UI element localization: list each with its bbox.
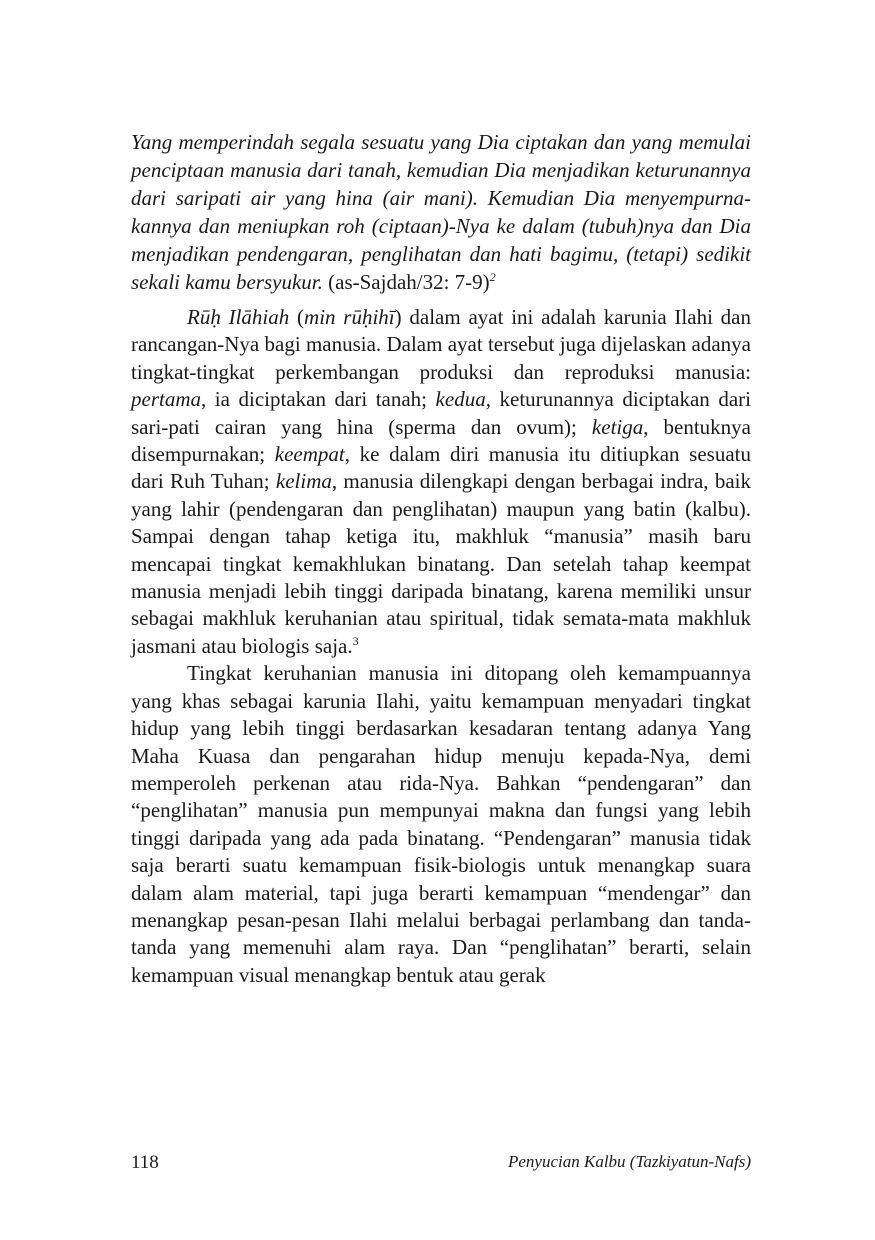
text-span: ) dalam ayat ini adalah karunia Ilahi dan rancangan-Nya bagi manusia. Dalam ayat tersebut juga dijelaskan adanya tingkat-tingkat perkembangan produksi dan reproduksi manusia: — [131, 305, 751, 384]
ordinal-ketiga: ketiga — [591, 414, 644, 439]
ordinal-kedua: kedua — [435, 387, 486, 412]
text-span: ia diciptakan dari tanah; — [206, 387, 436, 412]
quote-reference: (as-Sajdah/32: 7-9) — [328, 270, 490, 294]
paragraph-2: Tingkat keruhanian manusia ini ditopang oleh kemampuannya yang khas sebagai karunia Ilahi, yaitu kemampuan menyadari tingkat hidup yang lebih tinggi berdasarkan kesadaran tentang adanya Yang Maha Kuasa dan pengarahan hidup menuju kepada-Nya, demi memperoleh perkenan atau rida-Nya. Bahkan “pendengaran” dan “penglihatan” manusia pun mempunyai makna dan fungsi yang lebih tinggi daripada yang ada pada binatang. “Pendengaran” manusia tidak saja berarti suatu kemampuan fisik-biologis untuk menangkap suara dalam alam material, tapi juga berarti kemampuan “mendengar” dan menangkap pesan-pesan Ilahi melalui berbagai perlambang dan tanda-tanda yang memenuhi alam raya. Dan “penglihatan” berarti, selain kemampuan visual menangkap bentuk atau gerak — [131, 661, 751, 987]
page-footer — [131, 1152, 751, 1174]
ordinal-pertama: pertama, — [131, 387, 207, 412]
footnote-marker-3[interactable]: 3 — [352, 633, 359, 648]
term-ruh-ilahiah: Rūḥ Ilāhiah — [187, 305, 290, 329]
ordinal-keempat: keempat — [274, 442, 345, 467]
running-title: Penyucian Kalbu (Tazkiyatun-Nafs) — [507, 1152, 751, 1171]
quote-text: Yang memperindah segala sesuatu yang Dia ciptakan dan yang memulai penciptaan manusia dari tanah, kemudian Dia menjadikan keturunannya dari saripati air yang hina (air mani). Kemudian Dia menyempurnakannya dan meniupkan roh (ciptaan)-Nya ke dalam (tubuh)nya dan Dia menjadikan pendengaran, penglihatan dan hati bagimu, (tetapi) sedikit sekali kamu bersyukur. — [131, 130, 751, 294]
text-span: , keturunannya diciptakan dari sari-pati cairan yang hina (sperma dan ovum); — [131, 387, 751, 439]
page-content — [131, 128, 751, 989]
paragraph-1 — [131, 304, 751, 660]
text-span: , bentuknya disempurnakan; — [131, 414, 751, 467]
text-span: , manusia dilengkapi dengan berbagai indra, baik yang lahir (pendengaran dan penglihatan) maupun yang batin (kalbu). Sampai dengan tahap ketiga itu, makhluk “manusia” masih baru mencapai tingkat kemakhlukan binatang. Dan setelah tahap keempat manusia menjadi lebih tinggi daripada binatang, karena memiliki unsur sebagai makhluk keruhanian atau spiritual, tidak semata-mata makhluk jasmani atau biologis saja. — [131, 469, 751, 658]
page-number: 118 — [131, 1152, 159, 1173]
term-min-ruhihi: min rūḥihī — [304, 305, 395, 329]
text-span: , ke dalam diri manusia itu ditiupkan sesuatu dari Ruh Tuhan; — [131, 442, 751, 494]
text-span: ( — [289, 305, 305, 329]
quran-quote — [131, 128, 751, 296]
footnote-marker-2[interactable]: 2 — [489, 270, 496, 284]
ordinal-kelima: kelima — [275, 469, 332, 494]
